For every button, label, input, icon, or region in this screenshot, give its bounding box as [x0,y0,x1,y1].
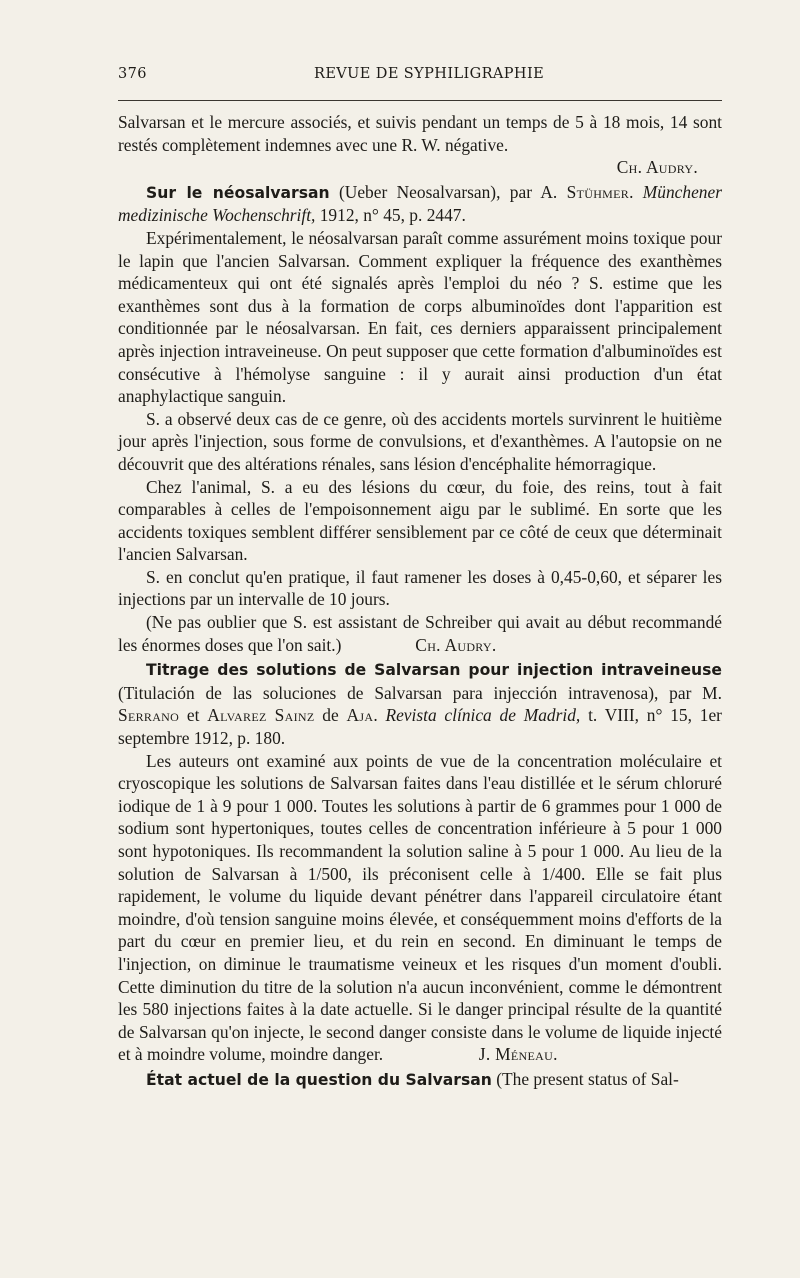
article1-journal: Münchener medizinische Wochenschrift, [118,181,722,226]
article2-author: Aja [346,705,374,726]
article3-reference: État actuel de la question du Salvarsan (The present status of Sal- [146,1068,679,1089]
article2-author: Serrano [118,705,180,726]
article1-author: Stühmer [566,181,630,202]
article1-paragraph: S. en conclut qu'en pratique, il faut ramener les doses à 0,45-0,60, et séparer les injections par un intervalle de 10 jours. [118,566,722,610]
journal-page [118,64,722,1092]
header-rule [118,100,722,101]
intro-continuation: Salvarsan et le mercure associés, et suivis pendant un temps de 5 à 18 mois, 14 sont restés complètement indemnes avec une R. W. négative. [118,112,722,155]
article1-paragraph: (Ne pas oublier que S. est assistant de Schreiber qui avait au début recommandé les énormes doses que l'on sait.) Ch. Audry. [118,612,722,655]
article2-paragraph: Les auteurs ont examiné aux points de vue de la concentration moléculaire et cryoscopique les solutions de Salvarsan faites dans l'eau distillée et le sérum chloruré iodique de 1 à 9 pour 1 000. Toutes les solutions à partir de 6 grammes pour 1 000 de sodium sont hypertoniques, toutes celles de concentration inférieure à 5 pour 1 000 sont hypotoniques. Ils recommandent la solution saline à 5 pour 1 000. Au lieu de la solution de Salvarsan à 1/500, ils préconisent celle à 1/400. Elle se fait plus rapidement, le volume du liquide devant pénétrer dans l'appareil circulatoire étant moindre, d'où tension sanguine moins élevée, et conséquemment moins d'efforts de la part du cœur en premier lieu, et du rein en second. En diminuant le temps de l'injection, on diminue le traumatisme veineux et les risques d'un moment d'oubli. Cette diminution du titre de la solution n'a aucun inconvénient, comme le démontrent les 580 injections faites à la date actuelle. Si le danger principal résulte de la quantité de Salvarsan qu'on injecte, le second danger consiste dans le volume de liquide injecté et à moindre volume, moindre danger. J. Méneau. [118,750,722,1065]
article2-title: Titrage des solutions de Salvarsan pour injection intraveineuse [146,661,722,680]
article1-reference: Sur le néosalvarsan (Ueber Neosalvarsan), par A. Stühmer. Münchener medizinische Wochenschrift, 1912, n° 45, p. 2447. [118,181,722,226]
article1-paragraph: Chez l'animal, S. a eu des lésions du cœur, du foie, des reins, tout à fait comparables à celles de l'empoisonnement aigu par le sublimé. En sorte que les accidents toxiques semblent différer sensiblement par ce côté de ceux que déterminait l'ancien Salvarsan. [118,476,722,565]
article1-signature: Ch. Audry. [415,634,497,655]
article1-paragraph: Expérimentalement, le néosalvarsan paraît comme assurément moins toxique pour le lapin que l'ancien Salvarsan. Comment expliquer la fréquence des exanthèmes médicamenteux qui ont été signalés après l'emploi du néo ? S. estime que les exanthèmes sont dus à la formation de corps albuminoïdes dont l'apparition est conditionnée par le néosalvarsan. En fait, ces derniers apparaissent principalement après injection intraveineuse. On peut supposer que cette formation d'albuminoïdes est consécutive à l'hémolyse sanguine : il y aurait ainsi production d'un état anaphylactique sanguin. [118,227,722,407]
article2-signature: J. Méneau. [478,1044,558,1065]
article2-reference: Titrage des solutions de Salvarsan pour injection intraveineuse (Titulación de las soluciones de Salvarsan para injección intravenosa), par M. Serrano et Alvarez Sainz de Aja. Revista clínica de Madrid, t. VIII, n° 15, 1er septembre 1912, p. 180. [118,661,722,749]
intro-signature: Ch. Audry. [616,157,698,178]
page-header [118,64,722,90]
article1-title: Sur le néosalvarsan [146,183,330,202]
article2-journal: Revista clínica de Madrid, [385,705,581,726]
page-number: 376 [118,66,147,82]
article2-author: Alvarez Sainz [207,705,315,726]
page-body [118,111,722,1092]
running-title: REVUE DE SYPHILIGRAPHIE [314,66,545,82]
article1-paragraph: S. a observé deux cas de ce genre, où des accidents mortels survinrent le huitième jour après l'injection, sous forme de convulsions, et d'exanthèmes. A l'autopsie on ne découvrit que des altérations rénales, sans lésion d'encéphalite hémorragique. [118,408,722,474]
article3-title: État actuel de la question du Salvarsan [146,1070,492,1089]
